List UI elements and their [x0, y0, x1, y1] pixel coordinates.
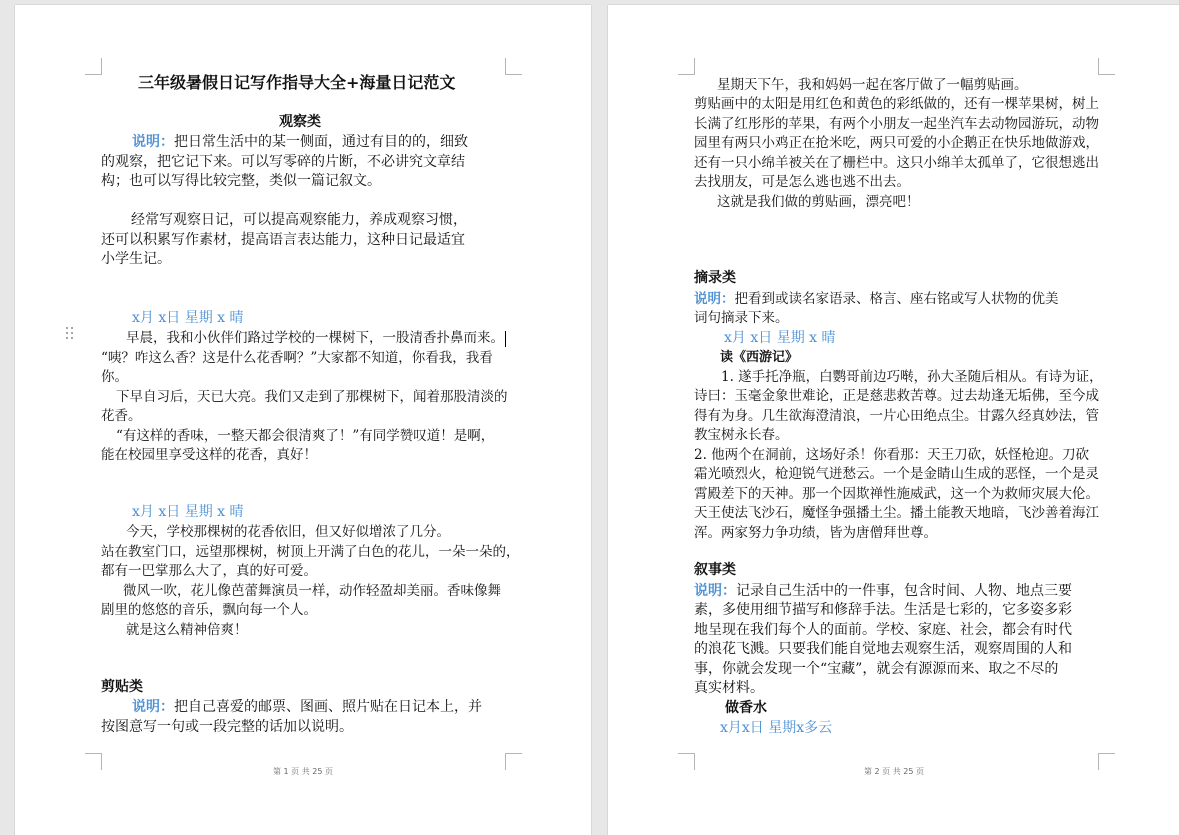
note-label: 说明： [132, 699, 174, 715]
margin-corner-bottom-left [85, 753, 102, 770]
text-caret [505, 331, 506, 347]
diary1-line-2: “咦？咋这么香？这是什么花香啊？”大家都不知道，你看我，我看 [101, 350, 493, 366]
document-title: 三年级暑假日记写作指导大全+海量日记范文 [138, 73, 456, 92]
margin-corner-top-left [85, 58, 102, 75]
excerpt-line-5: 2. 他两个在洞前，这场好杀！你看那：天王刀砍，妖怪枪迎。刀砍 [694, 447, 1090, 463]
diary2-line-6: 就是这么精神倍爽！ [126, 622, 248, 638]
clip-diary-line-6: 去找朋友，可是怎么逃也逃不出去。 [694, 174, 910, 190]
diary-date-4: x月x日 星期x多云 [720, 720, 833, 736]
section-heading-excerpt: 摘录类 [694, 270, 736, 286]
margin-corner-bottom-right [505, 753, 522, 770]
excerpt-note-line-1: 说明：把看到或读名家语录、格言、座右铭或写人状物的优美 [694, 291, 1059, 307]
margin-corner-top-right [505, 58, 522, 75]
diary1-line-4: 下早自习后，天已大亮。我们又走到了那棵树下，闻着那股清淡的 [116, 389, 508, 405]
drag-handle-icon[interactable] [66, 327, 74, 341]
observe-note-line-3: 构；也可以写得比较完整，类似一篇记叙文。 [101, 173, 381, 189]
perfume-title: 做香水 [725, 700, 767, 716]
excerpt-line-8: 天王使法飞沙石，魔怪争强播土尘。播土能教天地暗，飞沙善着海江 [694, 505, 1099, 521]
narrative-note-line-2: 素，多使用细节描写和修辞手法。生活是七彩的，它多姿多彩 [694, 602, 1072, 618]
diary1-line-3: 你。 [101, 369, 128, 385]
clip-diary-line-4: 园里有两只小鸡正在抢米吃，两只可爱的小企鹅正在快乐地做游戏， [694, 135, 1099, 151]
diary1-line-5: 花香。 [101, 408, 142, 424]
margin-corner-top-right [1098, 58, 1115, 75]
narrative-note-line-4: 的浪花飞溅。只要我们能自觉地去观察生活，观察周围的人和 [694, 641, 1072, 657]
margin-corner-top-left [678, 58, 695, 75]
excerpt-line-3: 得有为身。几生欲海澄清浪，一片心田绝点尘。甘露久经真妙法，管 [694, 408, 1099, 424]
diary2-line-5: 剧里的悠悠的音乐，飘向每一个人。 [101, 602, 317, 618]
diary-date-3: x月 x日 星期 x 晴 [724, 330, 836, 346]
narrative-note-line-3: 地呈现在我们每个人的面前。学校、家庭、社会，都会有时代 [694, 622, 1072, 638]
section-heading-narrative: 叙事类 [694, 562, 736, 578]
observe-para-line-3: 小学生记。 [101, 251, 171, 267]
page-footer-1: 第 1 页 共 25 页 [273, 767, 333, 776]
diary2-line-3: 都有一巴掌那么大了，真的好可爱。 [101, 563, 317, 579]
diary2-line-2: 站在教室门口，远望那棵树，树顶上开满了白色的花儿，一朵一朵的， [101, 544, 520, 560]
diary1-line-6: “有这样的香味，一整天都会很清爽了！”有同学赞叹道！是啊， [116, 428, 495, 444]
note-label: 说明： [694, 291, 735, 307]
clip-diary-line-3: 长满了红彤彤的苹果，有两个小朋友一起坐汽车去动物园游玩，动物 [694, 116, 1099, 132]
observe-para-line-2: 还可以积累写作素材，提高语言表达能力，这种日记最适宜 [101, 232, 465, 248]
clip-diary-line-2: 剪贴画中的太阳是用红色和黄色的彩纸做的，还有一棵苹果树，树上 [694, 96, 1099, 112]
margin-corner-bottom-left [678, 753, 695, 770]
clip-diary-line-1: 星期天下午，我和妈妈一起在客厅做了一幅剪贴画。 [717, 77, 1028, 93]
document-page-1[interactable] [15, 5, 591, 835]
excerpt-line-4: 教宝树永长春。 [694, 427, 789, 443]
section-heading-observe: 观察类 [279, 114, 321, 130]
diary2-line-4: 微风一吹，花儿像芭蕾舞演员一样，动作轻盈却美丽。香味像舞 [123, 583, 501, 599]
diary-date-1: x月 x日 星期 x 晴 [132, 310, 244, 326]
document-page-2[interactable] [608, 5, 1179, 835]
diary1-line-1: 早晨，我和小伙伴们路过学校的一棵树下，一股清香扑鼻而来。 [126, 330, 504, 346]
observe-note-line-2: 的观察，把它记下来。可以写零碎的片断，不必讲究文章结 [101, 154, 465, 170]
excerpt-line-9: 浑。两家努力争功绩，皆为唐僧拜世尊。 [694, 525, 937, 541]
narrative-note-line-5: 事，你就会发现一个“宝藏”，就会有源源而来、取之不尽的 [694, 661, 1059, 677]
observe-para-line-1: 经常写观察日记，可以提高观察能力，养成观察习惯， [131, 212, 467, 228]
narrative-note-line-1: 说明：记录自己生活中的一件事，包含时间、人物、地点三要 [694, 583, 1072, 599]
observe-note-line-1: 说明：把日常生活中的某一侧面，通过有目的的，细致 [132, 134, 468, 150]
page-footer-2: 第 2 页 共 25 页 [864, 767, 924, 776]
excerpt-line-6: 霜光喷烈火，枪迎锐气迸愁云。一个是金睛山生成的恶怪，一个是灵 [694, 466, 1099, 482]
note-label: 说明： [694, 583, 736, 599]
excerpt-note-line-2: 词句摘录下来。 [694, 310, 789, 326]
note-label: 说明： [132, 134, 174, 150]
excerpt-line-7: 霄殿差下的天神。那一个因欺禅性施威武，这一个为救师灾展大伦。 [694, 486, 1099, 502]
narrative-note-line-6: 真实材料。 [694, 680, 764, 696]
clip-note-line-1: 说明：把自己喜爱的邮票、图画、照片贴在日记本上，并 [132, 699, 482, 715]
excerpt-line-1: 1. 遂手托净瓶，白鹦哥前边巧啭，孙大圣随后相从。有诗为证， [721, 369, 1103, 385]
diary2-line-1: 今天，学校那棵树的花香依旧，但又好似增浓了几分。 [126, 524, 450, 540]
diary-date-2: x月 x日 星期 x 晴 [132, 504, 244, 520]
clip-note-line-2: 按图意写一句或一段完整的话加以说明。 [101, 719, 353, 735]
clip-diary-line-7: 这就是我们做的剪贴画，漂亮吧！ [717, 194, 920, 210]
clip-diary-line-5: 还有一只小绵羊被关在了栅栏中。这只小绵羊太孤单了，它很想逃出 [694, 155, 1099, 171]
margin-corner-bottom-right [1098, 753, 1115, 770]
book-title: 读《西游记》 [720, 350, 799, 365]
diary1-line-7: 能在校园里享受这样的花香，真好！ [101, 447, 317, 463]
section-heading-clip: 剪贴类 [101, 679, 143, 695]
excerpt-line-2: 诗曰：玉毫金象世难论，正是慈悲救苦尊。过去劫逢无垢佛，至今成 [694, 388, 1099, 404]
